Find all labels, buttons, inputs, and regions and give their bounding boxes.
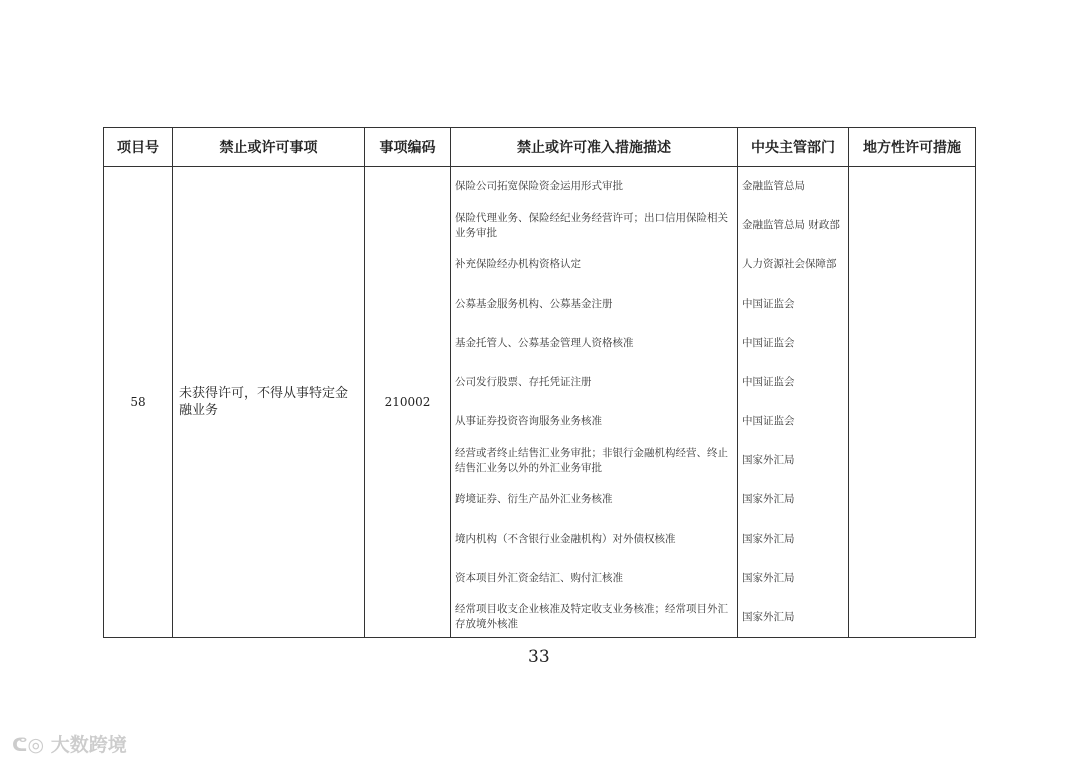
header-department: 中央主管部门 <box>738 128 849 167</box>
row-local <box>849 167 976 638</box>
measures-table <box>103 127 976 638</box>
header-local: 地方性许可措施 <box>849 128 976 167</box>
row-number: 58 <box>104 167 173 638</box>
measure-description: 公募基金服务机构、公募基金注册 <box>455 297 613 310</box>
measure-department: 金融监管总局 <box>742 180 805 193</box>
measure-department: 中国证监会 <box>742 415 795 428</box>
measure-description: 保险代理业务、保险经纪业务经营许可；出口信用保险相关业务审批 <box>455 211 728 239</box>
measure-description: 保险公司拓宽保险资金运用形式审批 <box>455 180 623 193</box>
header-item: 禁止或许可事项 <box>173 128 365 167</box>
measure-description: 公司发行股票、存托凭证注册 <box>455 375 592 388</box>
measure-description: 跨境证券、衍生产品外汇业务核准 <box>455 493 613 506</box>
description-list <box>451 167 737 637</box>
measure-department: 国家外汇局 <box>742 532 795 545</box>
measure-department: 国家外汇局 <box>742 571 795 584</box>
measure-description: 基金托管人、公募基金管理人资格核准 <box>455 336 634 349</box>
row-code: 210002 <box>365 167 451 638</box>
measure-department: 金融监管总局 财政部 <box>742 219 840 232</box>
header-number: 项目号 <box>104 128 173 167</box>
watermark-logo: ᕦ◎ 大数跨境 <box>12 734 127 756</box>
table-header <box>104 128 976 167</box>
measure-department: 人力资源社会保障部 <box>742 258 837 271</box>
measure-department: 中国证监会 <box>742 375 795 388</box>
measure-description: 境内机构（不含银行业金融机构）对外债权核准 <box>455 532 676 545</box>
measure-description: 经常项目收支企业核准及特定收支业务核准；经常项目外汇存放境外核准 <box>455 603 728 631</box>
measure-department: 中国证监会 <box>742 297 795 310</box>
measure-description: 补充保险经办机构资格认定 <box>455 258 581 271</box>
department-list <box>738 167 848 637</box>
measure-description: 从事证券投资咨询服务业务核准 <box>455 415 602 428</box>
measure-department: 国家外汇局 <box>742 454 795 467</box>
measure-description: 经营或者终止结售汇业务审批；非银行金融机构经营、终止结售汇业务以外的外汇业务审批 <box>455 446 728 474</box>
measure-department: 国家外汇局 <box>742 493 795 506</box>
measure-department: 国家外汇局 <box>742 610 795 623</box>
header-description: 禁止或许可准入措施描述 <box>451 128 738 167</box>
page-number: 33 <box>528 647 550 667</box>
row-item: 未获得许可，不得从事特定金融业务 <box>173 167 365 638</box>
table-row <box>104 167 976 638</box>
measure-description: 资本项目外汇资金结汇、购付汇核准 <box>455 571 623 584</box>
header-code: 事项编码 <box>365 128 451 167</box>
measure-department: 中国证监会 <box>742 336 795 349</box>
watermark-text: 大数跨境 <box>50 734 127 756</box>
